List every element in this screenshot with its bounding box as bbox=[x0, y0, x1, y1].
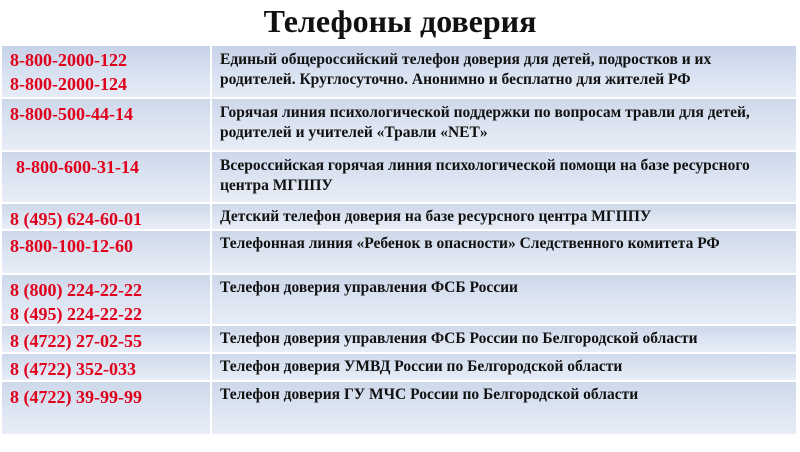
phone-cell bbox=[2, 326, 212, 352]
table-row bbox=[2, 326, 796, 354]
phone-number: 8 (4722) 352-033 bbox=[10, 359, 136, 379]
phone-number: 8-800-2000-122 bbox=[10, 50, 127, 70]
phone-number: 8 (495) 224-22-22 bbox=[10, 304, 142, 324]
phone-number: 8 (4722) 27-02-55 bbox=[10, 331, 142, 351]
phone-cell bbox=[2, 46, 212, 97]
phone-cell bbox=[2, 382, 212, 434]
phone-number: 8-800-2000-124 bbox=[10, 74, 127, 94]
table-row bbox=[2, 382, 796, 436]
hotline-description: Телефонная линия «Ребенок в опасности» Следственного комитета РФ bbox=[220, 235, 720, 252]
table-row bbox=[2, 99, 796, 152]
hotline-description: Детский телефон доверия на базе ресурсного центра МГППУ bbox=[220, 208, 652, 225]
phone-cell bbox=[2, 152, 212, 202]
phone-cell bbox=[2, 204, 212, 229]
table-row bbox=[2, 152, 796, 204]
table-row bbox=[2, 231, 796, 275]
phone-cell bbox=[2, 231, 212, 273]
phone-cell bbox=[2, 275, 212, 324]
hotline-table bbox=[2, 44, 796, 436]
table-row bbox=[2, 204, 796, 231]
phone-cell bbox=[2, 99, 212, 150]
hotline-description: Телефон доверия УМВД России по Белгородской области bbox=[220, 358, 623, 375]
hotline-description: Телефон доверия ГУ МЧС России по Белгородской области bbox=[220, 386, 639, 403]
hotline-description: Телефон доверия управления ФСБ России по Белгородской области bbox=[220, 330, 698, 347]
phone-number: 8-800-500-44-14 bbox=[10, 104, 133, 124]
hotline-description: Всероссийская горячая линия психологической помощи на базе ресурсного центра МГППУ bbox=[220, 157, 750, 194]
table-row bbox=[2, 46, 796, 99]
table-row bbox=[2, 275, 796, 326]
phone-number: 8 (800) 224-22-22 bbox=[10, 280, 142, 300]
phone-number: 8-800-100-12-60 bbox=[10, 236, 133, 256]
hotline-description: Телефон доверия управления ФСБ России bbox=[220, 279, 518, 296]
phone-number: 8-800-600-31-14 bbox=[16, 157, 139, 177]
table-row bbox=[2, 354, 796, 382]
phone-number: 8 (4722) 39-99-99 bbox=[10, 387, 142, 407]
phone-number: 8 (495) 624-60-01 bbox=[10, 209, 142, 229]
page-title: Телефоны доверия bbox=[263, 3, 537, 39]
hotline-description: Горячая линия психологической поддержки по вопросам травли для детей, родителей и учителей «Травли «NET» bbox=[220, 104, 750, 141]
phone-cell bbox=[2, 354, 212, 380]
hotline-description: Единый общероссийский телефон доверия для детей, подростков и их родителей. Круглосуточно. Анонимно и бесплатно для жителей РФ bbox=[220, 51, 712, 88]
